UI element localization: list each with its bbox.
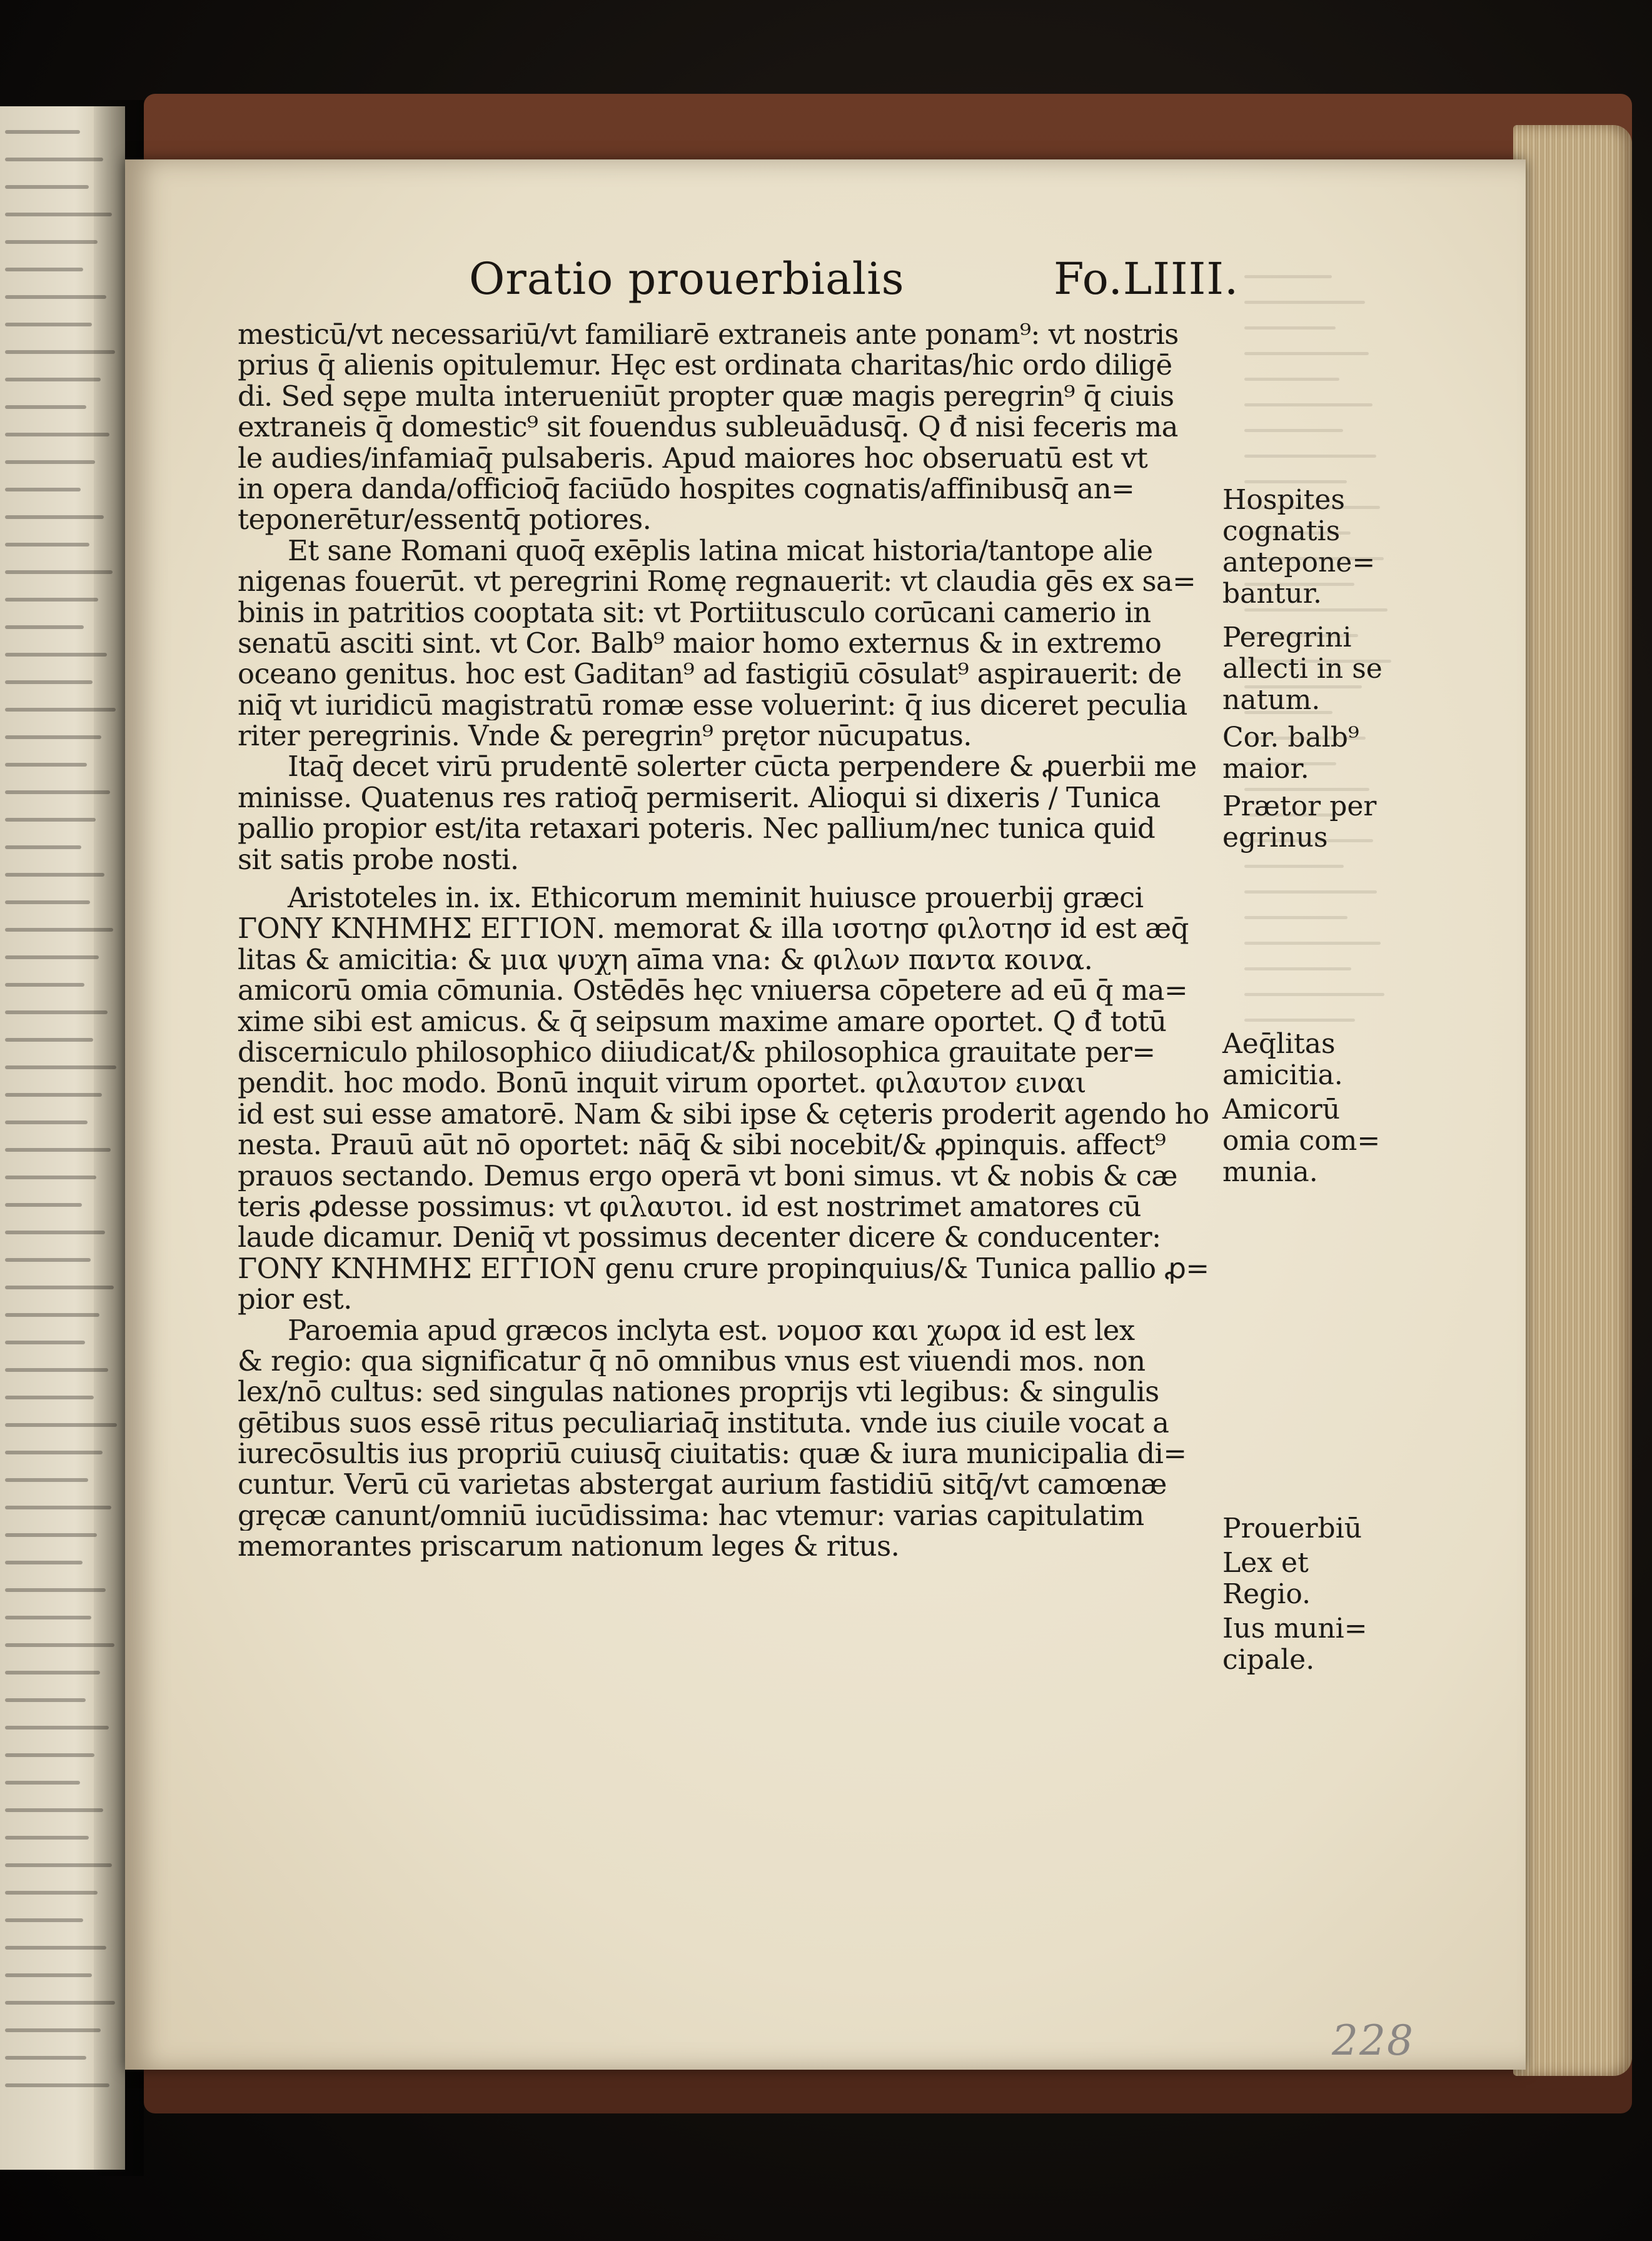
text-line: pendit. hoc modo. Bonū inquit virum oportet. φιλαυτον ειναι: [238, 1067, 1086, 1099]
facing-page-line: [5, 1588, 106, 1592]
text-line: gētibus suos essē ritus peculiariaq̄ instituta. vnde ius ciuile vocat a: [238, 1407, 1169, 1439]
facing-page-line: [5, 1176, 96, 1179]
facing-page-line: [5, 1038, 93, 1042]
text-line: binis in patritios cooptata sit: vt Portiitusculo corūcani camerio in: [238, 597, 1151, 628]
text-line: Et sane Romani quoq̄ exēplis latina micat historia/tantope alie: [288, 535, 1153, 567]
text-line: laude dicamur. Deniq̄ vt possimus decenter dicere & conducenter:: [238, 1222, 1161, 1253]
text-line: oceano genitus. hoc est Gaditan⁹ ad fastigiū cōsulat⁹ aspirauerit: de: [238, 658, 1182, 690]
text-line: iurecōsultis ius propriū cuiusq̄ ciuitatis: quæ & iura municipalia di=: [238, 1438, 1187, 1469]
facing-page-line: [5, 1203, 82, 1207]
margin-note: Amicorū: [1222, 1094, 1341, 1126]
margin-note: Aeq̄litas: [1222, 1028, 1336, 1060]
margin-note: amicitia.: [1222, 1059, 1343, 1091]
text-line: teris ꝓdesse possimus: vt φιλαυτοι. id est nostrimet amatores cū: [238, 1191, 1141, 1222]
page-fore-edge: [1513, 125, 1632, 2076]
text-line: pior est.: [238, 1284, 352, 1315]
facing-page-line: [5, 1478, 88, 1482]
facing-page-line: [5, 1451, 103, 1454]
facing-page-line: [5, 1313, 99, 1317]
margin-note: Ius muni=: [1222, 1613, 1367, 1644]
text-line: amicorū omia cōmunia. Ostēdēs hęc vniuersa cōpetere ad eū q̄ ma=: [238, 975, 1188, 1006]
folio-number: Fo.LIIII.: [1054, 253, 1239, 305]
show-through-line: [1244, 455, 1376, 458]
show-through-line: [1244, 942, 1381, 945]
facing-page-line: [5, 323, 92, 326]
facing-page-line: [5, 983, 84, 987]
margin-note: cipale.: [1222, 1644, 1315, 1676]
facing-page-line: [5, 405, 86, 409]
facing-page-line: [5, 1918, 83, 1922]
facing-page-line: [5, 625, 84, 629]
facing-page-line: [5, 1836, 89, 1840]
text-line: & regio: qua significatur q̄ nō omnibus vnus est viuendi mos. non: [238, 1345, 1146, 1377]
facing-page-line: [5, 2028, 101, 2032]
text-line: lex/nō cultus: sed singulas nationes proprijs vti legibus: & singulis: [238, 1376, 1159, 1408]
show-through-line: [1244, 865, 1344, 868]
show-through-line: [1244, 403, 1372, 406]
facing-page-line: [5, 378, 101, 381]
facing-page-line: [5, 1753, 94, 1757]
text-line: id est sui esse amatorē. Nam & sibi ipse & cęteris proderit agendo ho: [238, 1098, 1209, 1130]
text-line: mesticū/vt necessariū/vt familiarē extraneis ante ponam⁹: vt nostris: [238, 319, 1179, 350]
text-line: discerniculo philosophico diiudicat/& philosophica grauitate per=: [238, 1036, 1156, 1068]
facing-page-line: [5, 268, 83, 271]
text-line: teponerētur/essentq̄ potiores.: [238, 504, 652, 535]
facing-page-line: [5, 818, 96, 822]
margin-note: Prouerbiū: [1222, 1513, 1362, 1544]
show-through-line: [1244, 1019, 1355, 1022]
facing-page-line: [5, 185, 89, 189]
show-through-line: [1244, 480, 1347, 483]
show-through-line: [1244, 993, 1384, 996]
facing-page-line: [5, 488, 81, 491]
text-line: nigenas fouerūt. vt peregrini Romę regnauerit: vt claudia gēs ex sa=: [238, 566, 1196, 597]
text-line: le audies/infamiaq̄ pulsaberis. Apud maiores hoc obseruatū est vt: [238, 442, 1148, 473]
facing-page-line: [5, 1341, 85, 1344]
facing-page-line: [5, 2056, 86, 2060]
text-line: nesta. Prauū aūt nō oportet: nāq̄ & sibi nocebit/& ꝓpinquis. affect⁹: [238, 1129, 1166, 1161]
facing-page-line: [5, 295, 106, 299]
margin-note: bantur.: [1222, 578, 1322, 610]
text-line: extraneis q̄ domestic⁹ sit fouendus subleuādusq̄. Q đ nisi feceris ma: [238, 411, 1178, 443]
text-line: cuntur. Verū cū varietas abstergat aurium fastidiū sitq̄/vt camœnæ: [238, 1469, 1167, 1500]
margin-note: Lex et: [1222, 1547, 1309, 1579]
margin-note: Prætor per: [1222, 790, 1377, 822]
text-line: xime sibi est amicus. & q̄ seipsum maxime amare oportet. Q đ totū: [238, 1005, 1167, 1037]
show-through-line: [1244, 352, 1369, 355]
margin-note: cognatis: [1222, 515, 1341, 547]
facing-page-line: [5, 735, 101, 739]
margin-note: munia.: [1222, 1156, 1318, 1188]
facing-page-line: [5, 900, 90, 904]
facing-page-line: [5, 653, 107, 657]
text-line: memorantes priscarum nationum leges & ritus.: [238, 1531, 900, 1562]
margin-note: Hospites: [1222, 484, 1345, 516]
facing-page-line: [5, 240, 98, 244]
facing-page-line: [5, 543, 89, 546]
text-line: Aristoteles in. ix. Ethicorum meminit huiusce prouerbij græci: [288, 882, 1144, 914]
margin-note: Peregrini: [1222, 622, 1352, 653]
facing-page-line: [5, 873, 104, 877]
text-line: ΓΟΝΥ ΚΝΗΜΗΣ ΕΓΓΙΟΝ. memorat & illa ισοτησ φιλοτησ id est æq̄: [238, 913, 1189, 944]
facing-page-line: [5, 955, 99, 959]
facing-page-line: [5, 1973, 92, 1977]
running-head: [469, 253, 1239, 322]
text-line: di. Sed sępe multa interueniūt propter quæ magis peregrin⁹ q̄ ciuis: [238, 380, 1174, 412]
facing-page-line: [5, 1781, 80, 1785]
text-line: pallio propior est/ita retaxari poteris. Nec pallium/nec tunica quid: [238, 813, 1156, 844]
facing-page-line: [5, 1093, 102, 1097]
facing-page-line: [5, 1533, 97, 1537]
show-through-line: [1244, 301, 1365, 304]
facing-page-line: [5, 1010, 108, 1014]
text-line: prauos sectando. Demus ergo operā vt boni simus. vt & nobis & cæ: [238, 1160, 1177, 1191]
text-line: prius q̄ alienis opitulemur. Hęc est ordinata charitas/hic ordo diligē: [238, 350, 1172, 381]
text-line: riter peregrinis. Vnde & peregrin⁹ prętor nūcupatus.: [238, 720, 972, 752]
facing-page-line: [5, 1671, 100, 1674]
facing-page-line: [5, 130, 80, 134]
margin-note: Regio.: [1222, 1578, 1311, 1610]
running-title: Oratio prouerbialis: [469, 253, 905, 305]
facing-page-line: [5, 515, 104, 519]
facing-page-line: [5, 845, 81, 849]
show-through-line: [1244, 916, 1347, 919]
facing-page-line: [5, 1258, 91, 1262]
text-line: ΓΟΝΥ ΚΝΗΜΗΣ ΕΓΓΙΟΝ genu crure propinquius/& Tunica pallio ꝓ=: [238, 1252, 1209, 1284]
text-line: minisse. Quatenus res ratioq̄ permiserit. Alioqui si dixeris / Tunica: [238, 782, 1161, 813]
text-line: litas & amicitia: & μια ψυχη aīma vna: & φιλων παντα κοινα.: [238, 944, 1093, 975]
text-line: niq̄ vt iuridicū magistratū romæ esse voluerint: q̄ ius diceret peculia: [238, 689, 1187, 721]
facing-page-line: [5, 1946, 106, 1950]
facing-page-line: [5, 598, 98, 602]
show-through-line: [1244, 429, 1343, 432]
facing-page-line: [5, 1891, 98, 1895]
facing-page-line: [5, 763, 87, 767]
show-through-line: [1244, 890, 1377, 894]
facing-page-line: [5, 1368, 108, 1372]
text-line: in opera danda/officioq̄ faciūdo hospites cognatis/affinibusq̄ an=: [238, 473, 1135, 505]
text-line: senatū asciti sint. vt Cor. Balb⁹ maior homo externus & in extremo: [238, 627, 1162, 659]
facing-page-line: [5, 1808, 103, 1812]
text-line: sit satis probe nosti.: [238, 844, 519, 875]
facing-page-line: [5, 158, 103, 161]
facing-page-line: [5, 1231, 105, 1234]
margin-note: allecti in se: [1222, 653, 1383, 685]
facing-page-line: [5, 1616, 91, 1619]
margin-note: antepone=: [1222, 546, 1376, 578]
facing-page-line: [5, 1561, 83, 1564]
facing-page-line: [5, 460, 95, 464]
margin-note: Cor. balb⁹: [1222, 722, 1359, 753]
margin-note: natum.: [1222, 684, 1321, 716]
text-line: Paroemia apud græcos inclyta est. νομοσ και χωρα id est lex: [288, 1314, 1135, 1346]
show-through-line: [1244, 326, 1336, 330]
facing-page-line: [5, 1120, 88, 1124]
facing-page-line: [5, 1396, 94, 1399]
show-through-line: [1244, 967, 1351, 970]
main-text-block: [238, 319, 1216, 1562]
margin-note: egrinus: [1222, 822, 1328, 854]
show-through-line: [1244, 378, 1339, 381]
text-line: gręcæ canunt/omniū iucūdissima: hac vtemur: varias capitulatim: [238, 1499, 1144, 1531]
facing-page-line: [5, 680, 93, 684]
margin-note: omia com=: [1222, 1125, 1381, 1157]
pencil-page-number: 228: [1332, 2017, 1414, 2065]
margin-note: maior.: [1222, 753, 1309, 785]
text-line: Itaq̄ decet virū prudentē solerter cūcta perpendere & ꝓuerbii me: [288, 751, 1197, 782]
facing-page-line: [5, 1698, 86, 1702]
show-through-line: [1244, 275, 1332, 278]
